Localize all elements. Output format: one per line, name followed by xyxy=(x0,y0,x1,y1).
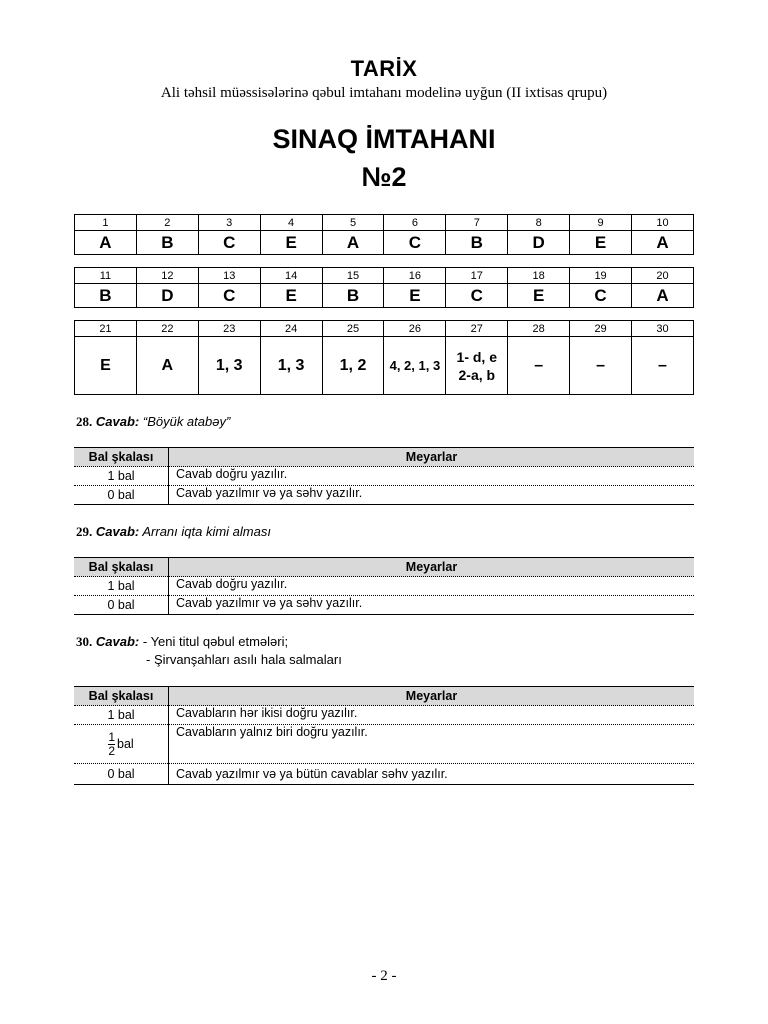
question-number: 26 xyxy=(384,321,446,337)
question-number: 22 xyxy=(136,321,198,337)
answer-cell: B xyxy=(136,231,198,255)
score-cell-half xyxy=(74,725,169,764)
answer-cell: B xyxy=(446,231,508,255)
question-number: 5 xyxy=(322,215,384,231)
criteria-header: Meyarlar xyxy=(169,558,695,577)
answer-cell: 1, 2 xyxy=(322,337,384,395)
answer-label: Cavab: xyxy=(95,634,140,649)
answer-cell: B xyxy=(322,284,384,308)
answer-label: Cavab: xyxy=(95,524,140,539)
question-number: 3 xyxy=(198,215,260,231)
answer-27-line-2: 2-a, b xyxy=(458,366,496,383)
question-number-row xyxy=(75,215,694,231)
question-number: 30 xyxy=(632,321,694,337)
question-number: 11 xyxy=(75,268,137,284)
answer-cell: C xyxy=(570,284,632,308)
score-cell: 1 bal xyxy=(74,577,169,596)
fraction-numerator: 1 xyxy=(108,729,115,744)
question-number: 17 xyxy=(446,268,508,284)
question-number: 10 xyxy=(632,215,694,231)
q28-rubric-table xyxy=(74,447,694,505)
answer-cell: C xyxy=(198,284,260,308)
answer-27-line-1: 1- d, e xyxy=(456,348,498,365)
answer-text: Arranı iqta kimi alması xyxy=(142,524,271,539)
question-number: 9 xyxy=(570,215,632,231)
answer-cell: C xyxy=(446,284,508,308)
question-number: 12 xyxy=(136,268,198,284)
answer-cell: A xyxy=(75,231,137,255)
question-number: 16 xyxy=(384,268,446,284)
answer-cell: D xyxy=(136,284,198,308)
question-number: 28 xyxy=(508,321,570,337)
answer-label: Cavab: xyxy=(95,414,140,429)
answer-cell: C xyxy=(198,231,260,255)
answer-key-table-2 xyxy=(74,267,694,308)
q29-answer-line xyxy=(76,524,271,540)
question-number: 2 xyxy=(136,215,198,231)
question-number: 30. xyxy=(76,634,93,649)
question-number-row xyxy=(75,321,694,337)
criteria-header: Meyarlar xyxy=(169,448,695,467)
criteria-cell: Cavab yazılmır və ya bütün cavablar səhv yazılır. xyxy=(169,764,695,785)
answer-cell: D xyxy=(508,231,570,255)
answer-cell: E xyxy=(570,231,632,255)
score-cell: 0 bal xyxy=(74,764,169,785)
answer-cell: A xyxy=(322,231,384,255)
criteria-cell: Cavab yazılmır və ya səhv yazılır. xyxy=(169,596,695,615)
question-number: 20 xyxy=(632,268,694,284)
question-number: 28. xyxy=(76,414,93,429)
q28-answer-line xyxy=(76,414,230,430)
question-number: 29 xyxy=(570,321,632,337)
answer-cell: A xyxy=(632,284,694,308)
question-number: 25 xyxy=(322,321,384,337)
criteria-cell: Cavab yazılmır və ya səhv yazılır. xyxy=(169,486,695,505)
score-cell: 0 bal xyxy=(74,596,169,615)
page-number: - 2 - xyxy=(371,968,397,984)
answer-cell: 1, 3 xyxy=(198,337,260,395)
question-number: 4 xyxy=(260,215,322,231)
score-header: Bal şkalası xyxy=(74,558,169,577)
question-number: 21 xyxy=(75,321,137,337)
table-row xyxy=(74,725,694,764)
q29-rubric-table xyxy=(74,557,694,615)
question-number: 24 xyxy=(260,321,322,337)
answer-row xyxy=(75,337,694,395)
criteria-cell: Cavab doğru yazılır. xyxy=(169,467,695,486)
criteria-header: Meyarlar xyxy=(169,687,695,706)
answer-cell: E xyxy=(384,284,446,308)
answer-text: - Yeni titul qəbul etmələri; xyxy=(142,634,289,649)
exam-number: №2 xyxy=(361,162,407,192)
question-number: 8 xyxy=(508,215,570,231)
q30-answer-line xyxy=(76,634,288,650)
score-header: Bal şkalası xyxy=(74,448,169,467)
q30-rubric-table xyxy=(74,686,694,785)
answer-text: “Böyük atabəy” xyxy=(142,414,231,429)
question-number: 14 xyxy=(260,268,322,284)
fraction xyxy=(108,731,115,758)
page-title: SINAQ İMTAHANI xyxy=(272,124,496,154)
criteria-cell: Cavabların yalnız biri doğru yazılır. xyxy=(169,725,695,764)
answer-cell: – xyxy=(570,337,632,395)
answer-cell: E xyxy=(75,337,137,395)
answer-cell: – xyxy=(632,337,694,395)
answer-cell: – xyxy=(508,337,570,395)
answer-cell: E xyxy=(260,284,322,308)
subject-heading: TARİX xyxy=(350,56,418,81)
answer-key-table-3 xyxy=(74,320,694,395)
question-number: 27 xyxy=(446,321,508,337)
table-row xyxy=(74,486,694,505)
question-number: 23 xyxy=(198,321,260,337)
question-number: 7 xyxy=(446,215,508,231)
answer-cell-27 xyxy=(446,337,508,395)
answer-row xyxy=(75,284,694,308)
criteria-cell: Cavabların hər ikisi doğru yazılır. xyxy=(169,706,695,725)
exam-subtitle: Ali təhsil müəssisələrinə qəbul imtahanı modelinə uyğun (II ixtisas qrupu) xyxy=(160,85,608,101)
fraction-denominator: 2 xyxy=(108,743,115,758)
table-row xyxy=(74,596,694,615)
question-number: 1 xyxy=(75,215,137,231)
question-number-row xyxy=(75,268,694,284)
answer-key-table-1 xyxy=(74,214,694,255)
q30-answer-line-2: - Şirvanşahları asılı hala salmaları xyxy=(146,652,342,667)
question-number: 13 xyxy=(198,268,260,284)
question-number: 15 xyxy=(322,268,384,284)
question-number: 18 xyxy=(508,268,570,284)
answer-row xyxy=(75,231,694,255)
table-row xyxy=(74,577,694,596)
answer-cell: B xyxy=(75,284,137,308)
table-row xyxy=(74,706,694,725)
table-row xyxy=(74,467,694,486)
answer-cell: A xyxy=(632,231,694,255)
score-unit: bal xyxy=(117,736,134,751)
table-row xyxy=(74,764,694,785)
question-number: 29. xyxy=(76,524,93,539)
answer-cell: 4, 2, 1, 3 xyxy=(384,337,446,395)
criteria-cell: Cavab doğru yazılır. xyxy=(169,577,695,596)
question-number: 6 xyxy=(384,215,446,231)
score-cell: 1 bal xyxy=(74,467,169,486)
question-number: 19 xyxy=(570,268,632,284)
score-cell: 0 bal xyxy=(74,486,169,505)
answer-cell: C xyxy=(384,231,446,255)
score-header: Bal şkalası xyxy=(74,687,169,706)
answer-cell: E xyxy=(260,231,322,255)
answer-cell: E xyxy=(508,284,570,308)
answer-cell: 1, 3 xyxy=(260,337,322,395)
answer-cell: A xyxy=(136,337,198,395)
score-cell: 1 bal xyxy=(74,706,169,725)
